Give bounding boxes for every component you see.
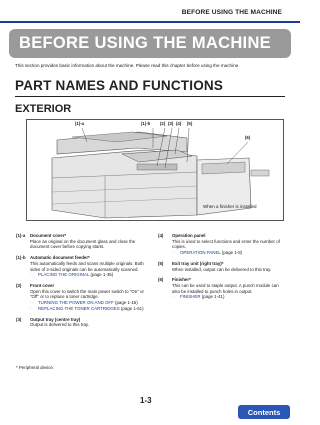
item-description: This is used to select functions and enter the number of copies. <box>172 238 280 250</box>
callout-1b: (1)-b <box>141 121 151 126</box>
list-item <box>16 233 146 250</box>
items-left-column <box>16 233 146 333</box>
callout-5: (5) <box>187 121 193 126</box>
list-item <box>158 233 286 256</box>
item-description: This automatically feeds and scans multiple originals. Both sides of 2-sided originals can be automatically scanned. <box>30 260 144 272</box>
section-header: BEFORE USING THE MACHINE <box>181 9 282 16</box>
item-title: Output tray (centre tray) <box>30 316 81 322</box>
arrow-right-icon: ☞ <box>172 250 176 256</box>
reference-link-row[interactable] <box>16 272 146 278</box>
reference-link-row[interactable] <box>158 250 286 256</box>
callout-6: (6) <box>245 135 251 140</box>
footnote: * Peripheral device. <box>16 365 55 370</box>
item-title: Document cover* <box>30 233 67 238</box>
list-item <box>16 317 146 328</box>
item-title: Automatic document feeder* <box>30 255 90 261</box>
exterior-heading: EXTERIOR <box>15 103 72 115</box>
page-number: 1-3 <box>140 396 152 405</box>
contents-button[interactable]: Contents <box>238 405 290 419</box>
item-title: Finisher* <box>172 277 191 283</box>
item-title: Exit tray unit (right tray)* <box>172 260 224 266</box>
chapter-title: BEFORE USING THE MACHINE <box>19 34 271 52</box>
items-right-column <box>158 233 286 305</box>
part-heading: PART NAMES AND FUNCTIONS <box>15 78 224 93</box>
list-item <box>16 255 146 278</box>
arrow-right-icon: ☞ <box>30 305 34 311</box>
reference-link[interactable]: REPLACING THE TONER CARTRIDGES <box>38 305 120 311</box>
reference-page: (page 1-8) <box>220 250 243 256</box>
intro-text: This section provides basic information about the machine. Please read this chapter before using the machine. <box>15 63 240 68</box>
reference-page: (page 1-15) <box>113 300 138 306</box>
item-title: Operation panel <box>172 233 206 238</box>
reference-link[interactable]: FINISHER <box>180 294 201 300</box>
item-number: (5) <box>158 260 164 266</box>
item-number: (4) <box>158 233 164 238</box>
list-item <box>158 277 286 300</box>
arrow-right-icon: ☞ <box>30 300 34 306</box>
reference-link[interactable]: TURNING THE POWER ON AND OFF <box>38 300 114 306</box>
item-description: Open this cover to switch the main power switch to "On" or "Off" or to replace a toner cartridge. <box>30 288 144 300</box>
reference-page: (page 1-41) <box>200 294 225 300</box>
callout-4: (4) <box>176 121 182 126</box>
reference-link[interactable]: PLACING THE ORIGINAL <box>38 272 90 278</box>
callout-1a: (1)-a <box>75 121 85 126</box>
item-number: (2) <box>16 283 22 289</box>
item-number: (1)-a <box>16 233 26 238</box>
callout-3: (3) <box>168 121 174 126</box>
reference-link-row[interactable] <box>158 294 286 300</box>
chapter-banner <box>9 29 291 58</box>
reference-page: (page 1-61) <box>119 305 144 311</box>
arrow-right-icon: ☞ <box>30 272 34 278</box>
item-number: (3) <box>16 316 22 322</box>
list-item <box>16 283 146 312</box>
reference-page: (page 1-35) <box>89 272 114 278</box>
item-number: (6) <box>158 277 164 283</box>
part-heading-rule <box>15 96 285 97</box>
item-number: (1)-b <box>16 255 26 261</box>
item-description: This can be used to staple output. A punch module can also be installed to punch holes in output. <box>172 283 279 294</box>
item-description: Place an original on the document glass and close the document cover before copying starts. <box>30 238 136 250</box>
figure-caption: When a finisher is installed <box>203 204 257 209</box>
item-description: When installed, output can be delivered to this tray. <box>172 266 272 272</box>
callout-2: (2) <box>160 121 166 126</box>
list-item <box>158 261 286 272</box>
reference-link-row[interactable] <box>16 306 146 312</box>
reference-link[interactable]: OPERATION PANEL <box>180 250 221 256</box>
item-description: Output is delivered to this tray. <box>30 322 89 328</box>
header-rule <box>0 21 300 23</box>
item-title: Front cover <box>30 283 55 289</box>
arrow-right-icon: ☞ <box>172 294 176 300</box>
